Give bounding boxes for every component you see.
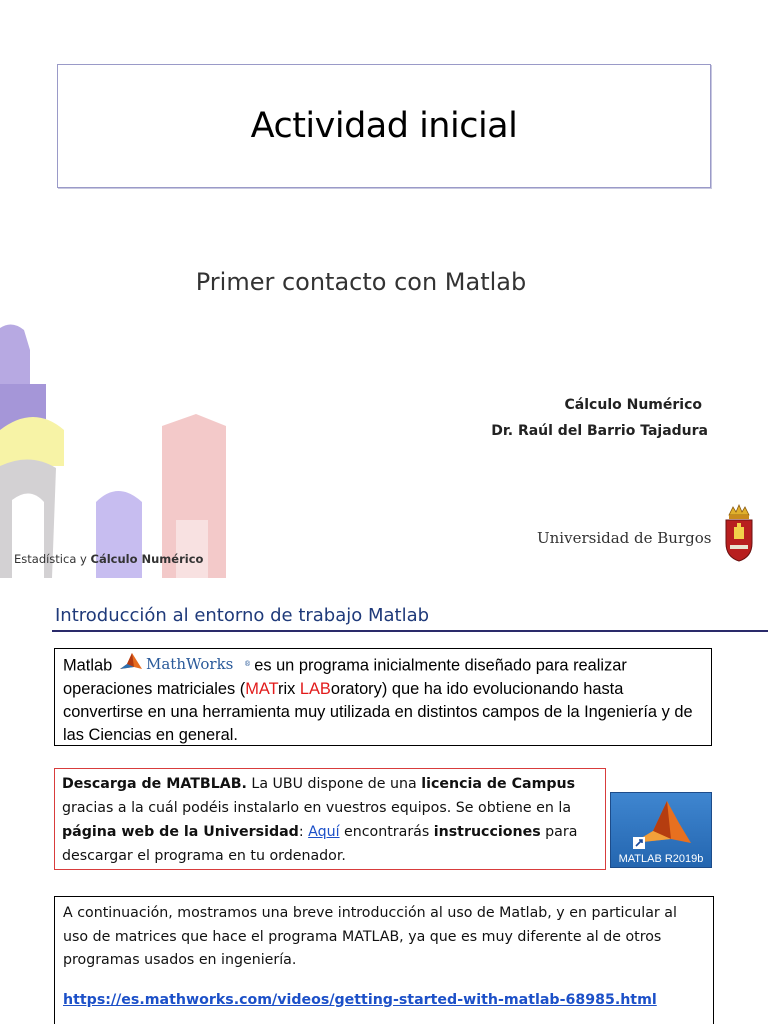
mathworks-logo-text: MathWorks	[146, 655, 234, 673]
aqui-link[interactable]: Aquí	[308, 824, 340, 840]
intro-video-text: A continuación, mostramos una breve introducción al uso de Matlab, y en particular al uso de matrices que hace el programa MATLAB, ya que es muy diferente al de otros programas usados en ingeniería.	[63, 905, 677, 968]
download-text-1: La UBU dispone de una	[246, 776, 422, 792]
mathworks-membrane-icon	[118, 651, 252, 675]
video-url-link[interactable]: https://es.mathworks.com/videos/getting-started-with-matlab-68985.html	[63, 991, 657, 1008]
footer-bold-text: Cálculo Numérico	[90, 552, 204, 566]
course-name: Cálculo Numérico	[564, 397, 702, 413]
decorative-building-shapes	[0, 320, 240, 578]
download-box	[54, 768, 606, 870]
lab-highlight: LAB	[299, 680, 331, 698]
mathworks-trademark: ®	[244, 660, 252, 668]
author-name: Dr. Raúl del Barrio Tajadura	[491, 423, 708, 439]
footer-text: Estadística y	[14, 552, 91, 566]
slide-subtitle: Primer contacto con Matlab	[195, 268, 527, 296]
slide-footer	[14, 552, 203, 566]
university-web: página web de la Universidad	[62, 824, 299, 840]
university-crest-icon	[722, 503, 756, 563]
matlab-description-box	[54, 648, 712, 746]
download-text-2: gracias a la cuál podéis instalarlo en vuestros equipos. Se obtiene en la	[62, 800, 572, 816]
mat-highlight: MAT	[245, 680, 278, 698]
download-title: Descarga de MATBLAB.	[62, 776, 247, 792]
download-text-3: :	[298, 824, 309, 840]
university-name: Universidad de Burgos	[537, 529, 712, 547]
matlab-membrane-icon	[611, 793, 711, 855]
matlab-icon-label: MATLAB R2019b	[618, 853, 704, 865]
download-text-5: para descargar el programa en tu ordenador.	[62, 824, 578, 864]
title-box	[57, 64, 711, 188]
matlab-shortcut-icon[interactable]	[610, 792, 712, 868]
intro-slide	[0, 578, 768, 1024]
intro-video-box	[54, 896, 714, 1024]
box1-text-a: es un programa inicialmente diseñado para realizar operaciones matriciales (	[63, 656, 627, 698]
matlab-word: Matlab	[63, 656, 113, 675]
slide-title: Actividad inicial	[250, 106, 518, 146]
intro-heading: Introducción al entorno de trabajo Matlab	[55, 605, 430, 626]
box1-text-b: oratory) que ha ido evolucionando hasta convertirse en una herramienta muy utilizada en distintos campos de la Ingeniería y de las Ciencias en general.	[63, 680, 693, 744]
download-text-4: encontrarás	[339, 824, 434, 840]
campus-license: licencia de Campus	[421, 776, 576, 792]
rix-text: rix	[277, 680, 300, 698]
mathworks-logo	[118, 651, 252, 675]
instructions-bold: instrucciones	[433, 824, 541, 840]
heading-rule	[52, 630, 768, 632]
